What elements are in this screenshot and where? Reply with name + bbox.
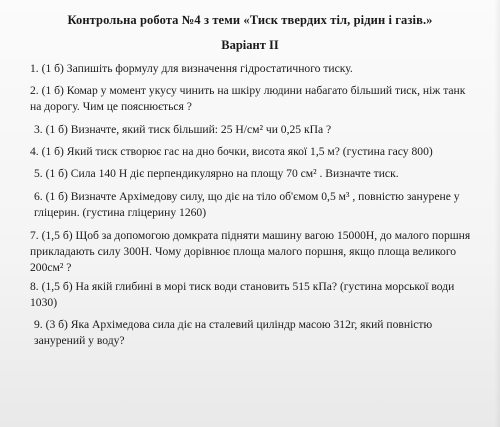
question-line: 7. (1,5 б) Щоб за допомогою домкрата підняти машину вагою 15000Н, до малого поршня (30, 229, 471, 242)
question-8 (30, 279, 485, 311)
question-4 (30, 144, 485, 160)
question-5 (34, 166, 489, 182)
question-7 (30, 228, 485, 276)
page-title: Контрольна робота №4 з теми «Тиск твердих тіл, рідин і газів.» (67, 13, 433, 27)
question-line: 2. (1 б) Комар у момент укусу чинить на шкіру людини набагато більший тиск, ніж танк (30, 84, 466, 97)
question-line: 3. (1 б) Визначте, який тиск більший: 25 Н/см² чи 0,25 кПа ? (34, 123, 332, 136)
question-line: прикладають силу 300Н. Чому дорівнює площа малого поршня, якщо площа великого (30, 245, 457, 258)
question-6 (34, 189, 489, 221)
question-line: 1. (1 б) Запишіть формулу для визначення гідростатичного тиску. (30, 62, 353, 75)
question-2 (30, 83, 485, 115)
question-line: 8. (1,5 б) На якій глибині в морі тиск води становить 515 кПа? (густина морської води (30, 280, 455, 293)
page-edge-shadow (494, 0, 500, 427)
question-line: 1030) (30, 296, 58, 309)
question-line: гліцерин. (густина гліцерину 1260) (34, 206, 207, 219)
question-1 (30, 61, 485, 77)
variant-label: Варіант II (221, 38, 279, 52)
question-line: 5. (1 б) Сила 140 Н діє перпендикулярно на площу 70 см² . Визначте тиск. (34, 167, 399, 180)
question-9 (34, 317, 489, 349)
question-3 (34, 122, 489, 138)
question-line: 4. (1 б) Який тиск створює гас на дно бочки, висота якої 1,5 м? (густина гасу 800) (30, 145, 433, 158)
question-line: занурений у воду? (34, 334, 125, 347)
question-line: 200см² ? (30, 261, 72, 274)
question-line: 9. (3 б) Яка Архімедова сила діє на сталевий циліндр масою 312г, який повністю (34, 318, 433, 331)
question-line: 6. (1 б) Визначте Архімедову силу, що діє на тіло об'ємом 0,5 м³ , повністю занурене у (34, 190, 460, 203)
question-line: на дорогу. Чим це пояснюється ? (30, 100, 192, 113)
